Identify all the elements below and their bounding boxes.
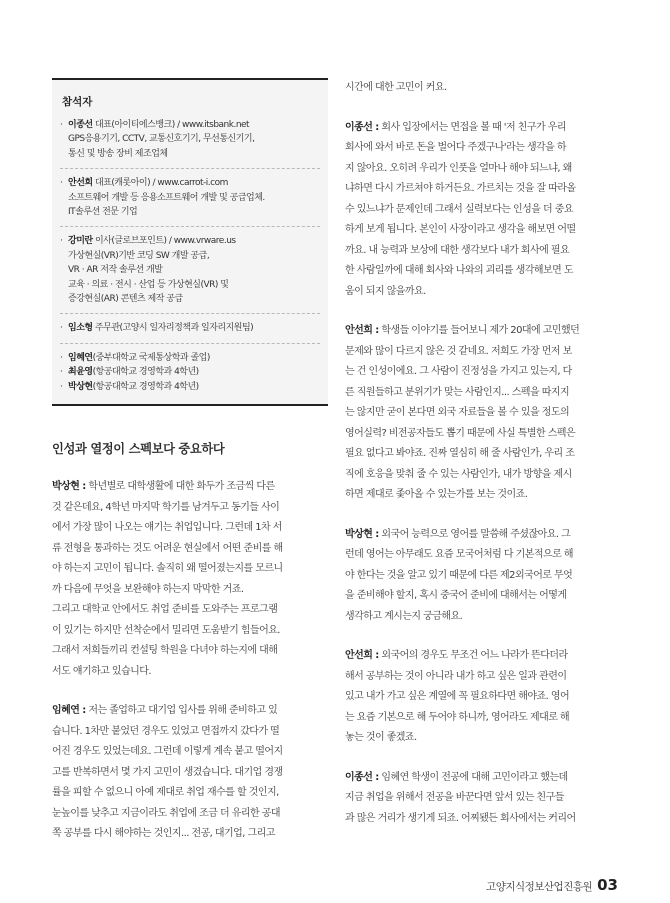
bullet-mark: · (60, 352, 63, 363)
bullet-mark: · (60, 236, 63, 247)
text-line: 까 다음에 무엇을 보완해야 하는지 막막한 거죠. (52, 583, 244, 595)
participant-item (60, 343, 320, 365)
text-line: 이 있기는 하지만 선착순에서 밀리면 도움받기 힘들어요. (52, 624, 280, 636)
participants-list (60, 118, 320, 394)
text-line: 생각하고 계시는지 궁금해요. (345, 610, 463, 622)
footer (486, 876, 618, 894)
dialogue-paragraph (345, 646, 619, 749)
bullet-mark: · (60, 367, 63, 378)
participant-item (60, 365, 320, 379)
text-line: 야 한다는 것을 알고 있기 때문에 다른 제2외국어로 무엇 (345, 569, 573, 581)
text-line: 률을 피할 수 없으니 아예 제대로 취업 재수를 할 것인지, (52, 787, 279, 799)
text-line: 류 전형을 통과하는 것도 어려운 현실에서 어떤 준비를 해 (52, 542, 283, 554)
participant-name-line: 박상현(항공대학교 경영학과 4학년) (68, 381, 199, 392)
dialogue-paragraph (52, 701, 328, 845)
text-line: 임혜연 : 저는 졸업하고 대기업 입사를 위해 준비하고 있 (52, 705, 278, 717)
text-line: 쪽 공부를 다시 해야하는 것인지... 전공, 대기업, 그리고 (52, 828, 275, 840)
text-line: 냐하면 다시 가르쳐야 하거든요. 가르치는 것을 잘 따라올 (345, 183, 576, 194)
text-line: 하게 보게 됩니다. 본인이 사장이라고 생각을 해보면 어떨 (345, 224, 576, 235)
text-line: 에서 가장 많이 나오는 얘기는 취업입니다. 그런데 1차 서 (52, 522, 282, 534)
text-line: 는 요즘 기본으로 해 두어야 하니까, 영어라도 제대로 해 (345, 711, 570, 723)
text-line: 서도 얘기하고 있습니다. (52, 665, 151, 677)
participant-detail-line: 통신 및 방송 장비 제조업체 (68, 148, 168, 159)
text-line: 해서 공부하는 것이 아니라 내가 하고 싶은 일과 관련이 (345, 670, 567, 682)
text-line: 안선희 : 외국어의 경우도 무조건 어느 나라가 뜬다더라 (345, 650, 568, 661)
dialogue-paragraph (345, 118, 619, 303)
participant-name-line: 임혜연(중부대학교 국제통상학과 졸업) (68, 352, 210, 363)
dialogue-paragraph (52, 477, 328, 682)
text-line: 는 않지만 굳이 본다면 외국 자료들을 볼 수 있을 정도의 (345, 407, 570, 418)
text-line: 눈높이를 낮추고 지금이라도 취업에 조금 더 유리한 공대 (52, 807, 280, 819)
text-line: 박상현 : 외국어 능력으로 영어를 말씀해 주셨잖아요. 그 (345, 528, 571, 540)
participant-name-line: 강미란 이사(글로브포인트) / www.vrware.us (68, 236, 236, 247)
text-line: 고를 반복하면서 몇 가지 고민이 생겼습니다. 대기업 경쟁 (52, 766, 283, 778)
dialogue-paragraph (345, 525, 619, 628)
participant-item (60, 380, 320, 394)
right-text (345, 78, 619, 829)
participant-detail-line: 증강현실(AR) 콘텐츠 제작 공급 (68, 294, 183, 305)
dialogue-paragraph (345, 768, 619, 830)
text-line: 과 많은 거리가 생기게 되죠. 어찌됐든 회사에서는 커리어 (345, 812, 576, 824)
participant-item (60, 226, 320, 306)
text-line: 지 않아요. 오히려 우리가 인풋을 얼마나 해야 되느냐, 왜 (345, 162, 572, 174)
text-line: 그래서 저희들끼리 컨설팅 학원을 다녀야 하는지에 대해 (52, 645, 278, 657)
text-line: 시간에 대한 고민이 커요. (345, 82, 447, 93)
text-line: 는 건 인성이에요. 그 사람이 진정성을 가지고 있는지, 다 (345, 366, 572, 377)
participant-detail-line: 교육 · 의료 · 전시 · 산업 등 가상현실(VR) 및 (68, 279, 229, 290)
participants-title: 참석자 (62, 96, 93, 108)
text-line: 한 사람일까에 대해 회사와 나와의 괴리를 생각해보면 도 (345, 265, 573, 276)
participant-name-line: 안선희 대표(캐롯아이) / www.carrot-i.com (68, 178, 228, 189)
text-line: 이종선 : 임혜연 학생이 전공에 대해 고민이라고 했는데 (345, 771, 568, 783)
footer-org: 고양지식정보산업진흥원 (486, 881, 593, 893)
bullet-mark: · (60, 323, 63, 334)
participant-detail-line: 소프트웨어 개발 등 응용소프트웨어 개발 및 공급업체. (68, 192, 265, 203)
text-line: 직에 호응을 맞춰 줄 수 있는 사람인가, 내가 방향을 제시 (345, 468, 572, 480)
text-line: 것 같은데요, 4학년 마지막 학기를 남겨두고 동기들 사이 (52, 501, 280, 513)
text-line: 문제와 많이 다르지 않은 것 같네요. 저희도 가장 먼저 보 (345, 345, 572, 357)
bullet-mark: · (60, 120, 63, 130)
text-line: 박상현 : 학년별로 대학생활에 대한 화두가 조금씩 다른 (52, 481, 275, 493)
participant-detail-line: IT솔루션 전문 기업 (68, 207, 138, 218)
bullet-mark: · (60, 381, 63, 392)
text-line: 그리고 대학교 안에서도 취업 준비를 도와주는 프로그램 (52, 604, 278, 616)
text-line: 까요. 내 능력과 보상에 대한 생각보다 내가 회사에 필요 (345, 244, 570, 256)
section-heading: 인성과 열정이 스펙보다 중요하다 (52, 442, 225, 457)
participant-item (60, 168, 320, 219)
left-text (52, 477, 328, 845)
participant-item (60, 118, 320, 161)
text-line: 놓는 것이 좋겠죠. (345, 732, 417, 743)
participant-name-line: 임소형 주무관(고양시 일자리정책과 일자리지원팀) (68, 323, 254, 334)
text-line: 하면 제대로 좇아올 수 있는가를 보는 것이죠. (345, 489, 528, 500)
text-line: 습니다. 1차만 붙었던 경우도 있었고 면접까지 갔다가 떨 (52, 725, 280, 737)
text-line: 른 직원들하고 분위기가 맞는 사람인지... 스펙을 따지지 (345, 386, 570, 398)
participant-item (60, 313, 320, 335)
text-line: 런데 영어는 아무래도 요즘 모국어처럼 다 기본적으로 해 (345, 549, 573, 560)
participant-name-line: 최윤영(항공대학교 경영학과 4학년) (68, 367, 199, 378)
left-column (52, 78, 328, 845)
right-column (345, 78, 619, 829)
text-line: 이종선 : 회사 입장에서는 면접을 볼 때 '저 친구가 우리 (345, 121, 566, 133)
text-line: 어진 경우도 있었는데요. 그런데 이렇게 계속 붙고 떨어지 (52, 746, 283, 758)
text-line: 수 있느냐가 문제인데 그래서 실력보다는 인성을 더 중요 (345, 203, 573, 215)
text-line: 있고 내가 가고 싶은 계열에 꼭 필요하다면 해야죠. 영어 (345, 691, 570, 702)
dialogue-paragraph (345, 78, 619, 99)
participant-detail-line: VR · AR 저작 솔루션 개발 (68, 265, 163, 276)
text-line: 지금 취업을 위해서 전공을 바꾼다면 앞서 있는 친구들 (345, 792, 564, 803)
dialogue-paragraph (345, 321, 619, 506)
text-line: 영어실력? 비전공자들도 뽑기 때문에 사실 특별한 스펙은 (345, 427, 576, 439)
participant-name-line: 이종선 대표(아이티에스뱅크) / www.itsbank.net (68, 120, 250, 130)
text-line: 필요 없다고 봐야죠. 진짜 열심히 해 줄 사람인가, 우리 조 (345, 448, 575, 459)
text-line: 회사에 와서 바로 돈을 벌어다 주겠구나'라는 생각을 하 (345, 142, 567, 153)
bullet-mark: · (60, 178, 63, 189)
participant-detail-line: GPS응용기기, CCTV, 교통신호기기, 무선통신기기, (68, 134, 255, 145)
page-number: 03 (597, 876, 618, 894)
participant-detail-line: 가상현실(VR)기반 코딩 SW 개발 공급, (68, 250, 210, 261)
text-line: 을 준비해야 할지, 혹시 중국어 준비에 대해서는 어떻게 (345, 590, 567, 601)
text-line: 안선희 : 학생들 이야기를 들어보니 제가 20대에 고민했던 (345, 325, 580, 336)
text-line: 야 하는지 고민이 됩니다. 솔직히 왜 떨어졌는지를 모르니 (52, 563, 283, 575)
participants-box (52, 78, 328, 406)
text-line: 움이 되지 않을까요. (345, 285, 426, 297)
